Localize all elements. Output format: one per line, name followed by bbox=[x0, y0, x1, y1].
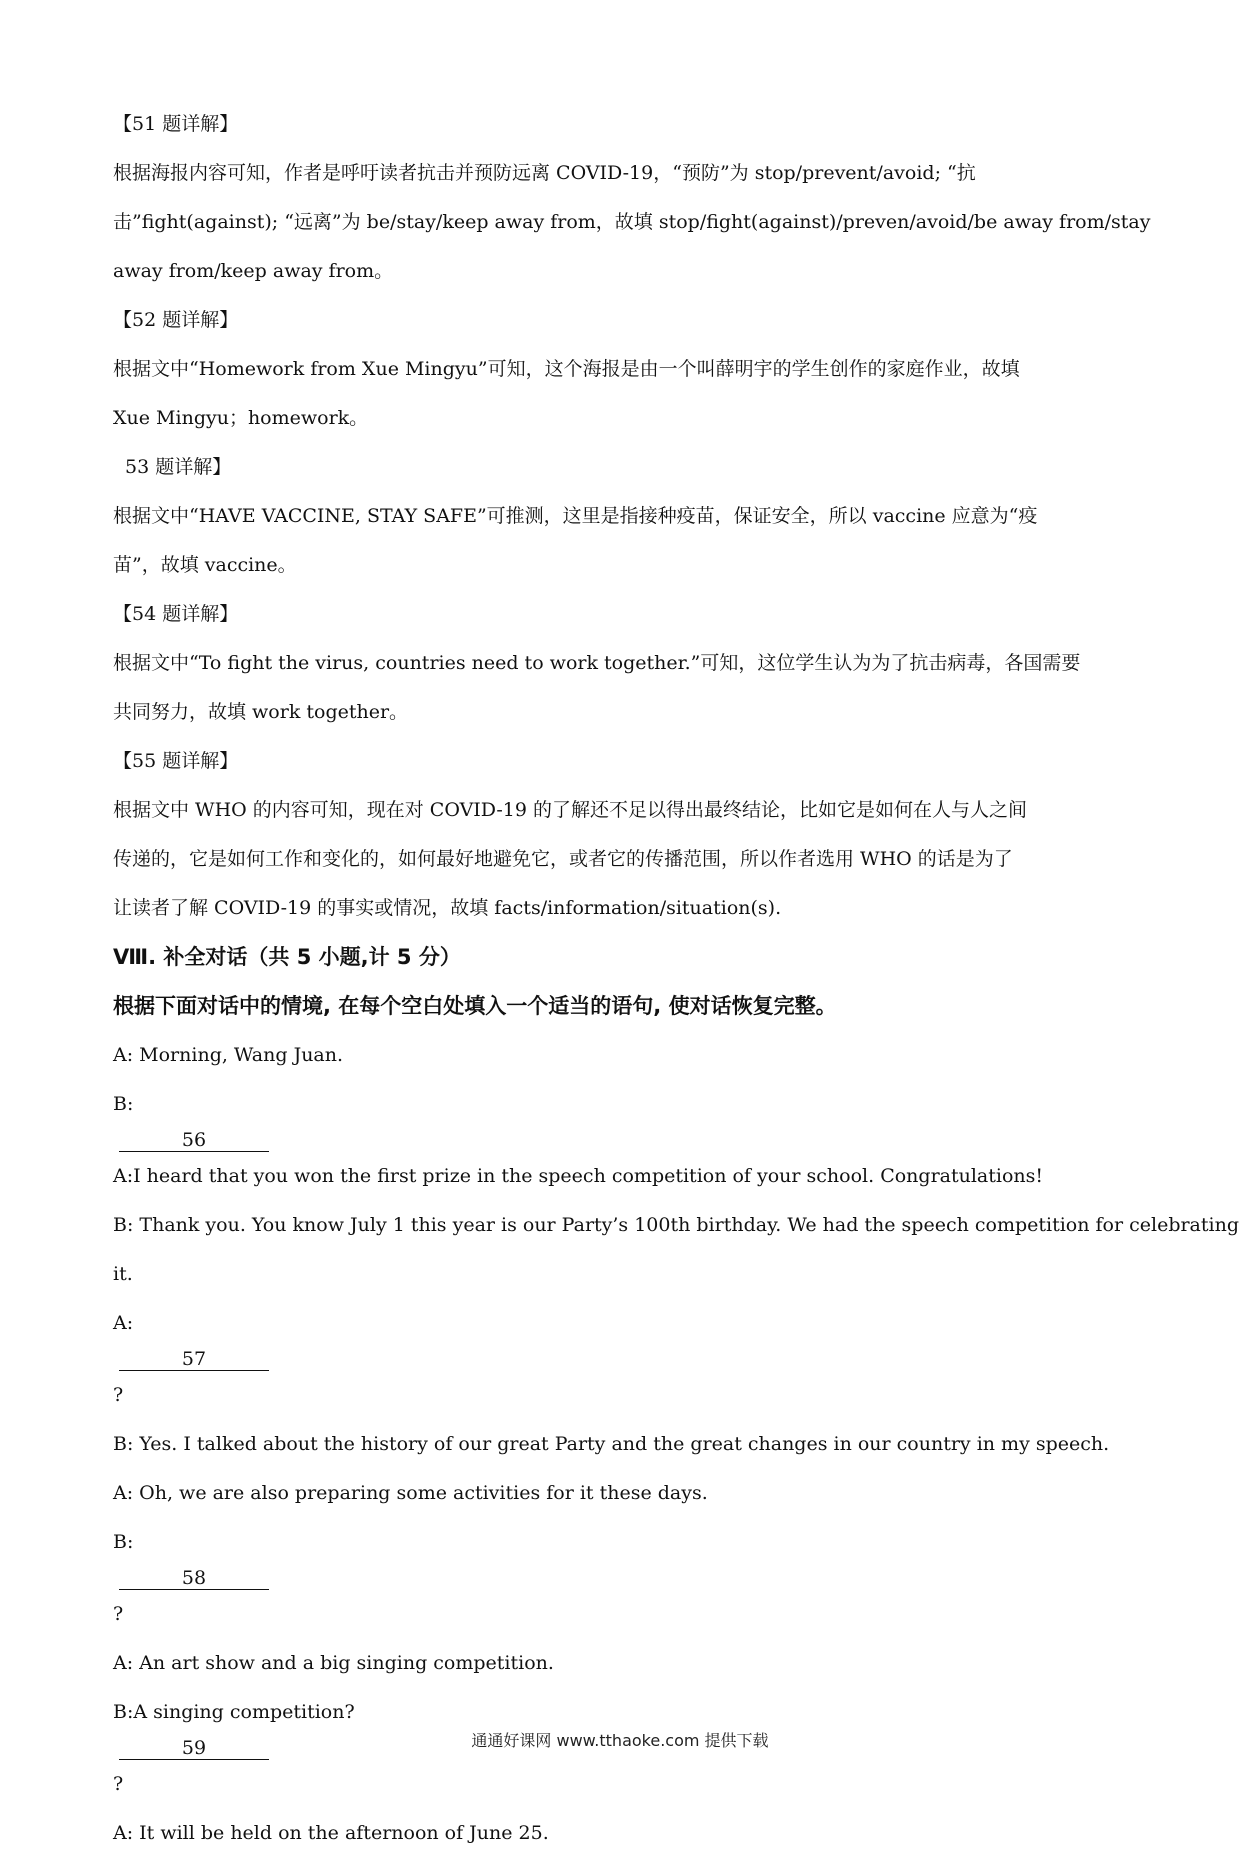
section-heading-53: 53 题详解】 bbox=[125, 456, 232, 478]
part8-title: Ⅷ. 补全对话（共 5 小题,计 5 分） bbox=[113, 945, 461, 969]
speaker-label: A: bbox=[113, 1312, 134, 1334]
text-line: 让读者了解 COVID-19 的事实或情况，故填 facts/information/situation(s). bbox=[113, 897, 782, 919]
question-mark: ? bbox=[113, 1603, 124, 1625]
page-footer: 通通好课网 www.tthaoke.com 提供下载 bbox=[471, 1731, 769, 1750]
answer-blank-58: 58 bbox=[119, 1567, 269, 1590]
text-line: 苗”，故填 vaccine。 bbox=[113, 554, 297, 576]
section-body-54 bbox=[113, 639, 1131, 737]
text-line: away from/keep away from。 bbox=[113, 260, 394, 282]
section-body-55 bbox=[113, 786, 1131, 933]
dialogue-line: A: Oh, we are also preparing some activities for it these days. bbox=[113, 1482, 708, 1504]
section-heading-51: 【51 题详解】 bbox=[113, 113, 239, 135]
section-body-51 bbox=[113, 149, 1151, 296]
dialogue-line: B: Thank you. You know July 1 this year is our Party’s 100th birthday. We had the speech competition for celebrating bbox=[113, 1214, 1240, 1236]
dialogue-line bbox=[113, 1080, 1131, 1152]
answer-blank-56: 56 bbox=[119, 1129, 269, 1152]
text-line: 根据文中“Homework from Xue Mingyu”可知，这个海报是由一个叫薛明宇的学生创作的家庭作业，故填 bbox=[113, 358, 1020, 380]
text-line: 击”fight(against); “远离”为 be/stay/keep away from，故填 stop/fight(against)/preven/avoid/be away from/stay bbox=[113, 211, 1151, 233]
dialogue-line bbox=[113, 1518, 1131, 1639]
section-body-53 bbox=[113, 492, 1131, 590]
speaker-text: B:A singing competition? bbox=[113, 1701, 355, 1723]
text-line: 根据文中“HAVE VACCINE, STAY SAFE”可推测，这里是指接种疫苗，保证安全，所以 vaccine 应意为“疫 bbox=[113, 505, 1038, 527]
dialogue-line: A: It will be held on the afternoon of June 25. bbox=[113, 1822, 549, 1844]
text-line: 根据海报内容可知，作者是呼吁读者抗击并预防远离 COVID-19，“预防”为 stop/prevent/avoid; “抗 bbox=[113, 162, 976, 184]
question-mark: ? bbox=[113, 1384, 124, 1406]
section-heading-54: 【54 题详解】 bbox=[113, 603, 239, 625]
dialogue-line: A: Morning, Wang Juan. bbox=[113, 1044, 344, 1066]
dialogue-line: B: Yes. I talked about the history of our great Party and the great changes in our country in my speech. bbox=[113, 1433, 1110, 1455]
text-line: 传递的，它是如何工作和变化的，如何最好地避免它，或者它的传播范围，所以作者选用 WHO 的话是为了 bbox=[113, 848, 1013, 870]
text-line: Xue Mingyu；homework。 bbox=[113, 407, 369, 429]
dialogue-line bbox=[113, 1299, 1131, 1420]
section-body-52 bbox=[113, 345, 1131, 443]
dialogue-line: A: An art show and a big singing competition. bbox=[113, 1652, 554, 1674]
document-page bbox=[113, 100, 1240, 1858]
text-line: 根据文中 WHO 的内容可知，现在对 COVID-19 的了解还不足以得出最终结论，比如它是如何在人与人之间 bbox=[113, 799, 1028, 821]
part8-instruction: 根据下面对话中的情境, 在每个空白处填入一个适当的语句, 使对话恢复完整。 bbox=[113, 994, 837, 1018]
text-line: 共同努力，故填 work together。 bbox=[113, 701, 409, 723]
speaker-label: B: bbox=[113, 1531, 134, 1553]
section-heading-52: 【52 题详解】 bbox=[113, 309, 239, 331]
section-heading-55: 【55 题详解】 bbox=[113, 750, 239, 772]
dialogue-line: it. bbox=[113, 1263, 133, 1285]
text-line: 根据文中“To fight the virus, countries need to work together.”可知，这位学生认为为了抗击病毒，各国需要 bbox=[113, 652, 1081, 674]
dialogue-line: A:I heard that you won the first prize in the speech competition of your school. Congratulations! bbox=[113, 1165, 1044, 1187]
speaker-label: B: bbox=[113, 1093, 134, 1115]
answer-blank-57: 57 bbox=[119, 1348, 269, 1371]
answer-blank-59: 59 bbox=[119, 1737, 269, 1760]
question-mark: ? bbox=[113, 1773, 124, 1795]
